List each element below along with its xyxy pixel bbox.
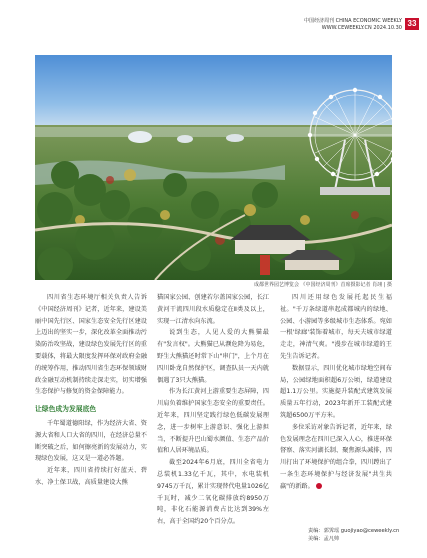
garden-expo-photo [35,55,392,280]
paragraph: 数据显示，四川优化城市绿地空间布局，公园绿地面积超6万公顷，绿道建设超1.1万公里。实施提升装配式建筑发展质量五年行动，2023年新开工装配式建筑超6500万平方米。 [280,364,392,419]
masthead-title: 中国经济周刊 CHINA ECONOMIC WEEKLY [304,18,402,24]
paragraph: 千年蜀道德阳绿，作为经济大省、资源大省和人口大省的四川，在经济总量不断突破之后，如何擦亮新的发展动力，实现绿色发展，这又是一道必答题。 [35,419,147,463]
paragraph: 近年来，四川省持续打好蓝天、碧水、净土保卫战，高质量建设大熊 [35,467,147,486]
article-column-1 [35,292,147,489]
designer-credit: 美编：孟凡帅 [308,536,340,542]
end-mark-icon [316,483,322,489]
paragraph: 说到生态，人见人爱的大熊猫最有"发言权"。大熊猫已从濒危降为易危，野生大熊猫还时常下山"串门"，上个月在四川卧龙自然保护区，调查队员一天内就偶遇了3只大熊猫。 [157,329,269,384]
page-number: 33 [405,18,419,30]
section-heading: 让绿色成为发展底色 [35,405,97,414]
editor-credit: 责编：郭霁瑶 guojiyao@ceweekly.cn [308,528,400,534]
photo-caption: 成都世界园艺博览会 《中国经济周刊》首席摄影记者 肖翊 | 摄 [253,282,392,288]
article-photo [35,55,392,280]
masthead-date: WWW.CEWEEKLY.CN 2024.10.30 [321,24,402,31]
paragraph: 截至2024年6月底，四川全省电力总装机1.33亿千瓦，其中，水电装机9745万千瓦，累计实现替代电量1026亿千瓦时，减少二氧化碳排放约8950万吨，非化石能源消费占比达到39%左右，高于全国约20个百分点。 [157,459,269,526]
article-column-2 [157,292,269,528]
paragraph: 猫国家公园、创建若尔盖国家公园，长江黄河干流四川段水质稳定在Ⅱ类及以上，实现一江清水向东流。 [157,294,269,325]
article-column-3 [280,292,392,493]
paragraph-text: 多位采访对象告诉记者，近年来，绿色发展理念在四川已深入人心，推进环保督察、落实河湖长制、聚焦源头减排，四川打出了环境保护的组合拳，四川蹚出了一条生态环境保护与经济发展"共生共赢"的新路。 [280,423,392,490]
credits [308,527,399,543]
paragraph: 四川省生态环境厅相关负责人告诉《中国经济周刊》记者，近年来，建设美丽中国先行区、国家生态安全先行区建设上迈出的坚实一步，深化改革全面推动污染防治攻坚战，建设绿色发展先行区的重要载体，将最大限度发挥环保对政府金融的统筹作用，推动四川省生态环保领域财政金融互动机制持续走深走实，切实增强生态保护与修复的资金保障能力。 [35,294,147,396]
paragraph: 作为长江黄河上游重要生态屏障，四川肩负着维护国家生态安全的重要责任。近年来，四川坚定践行绿色低碳发展理念，进一步树牢上游意识、强化上游担当，不断提升巴山蜀水颜值、生态产品价值和人居环境品质。 [157,388,269,455]
paragraph [280,422,392,493]
masthead [304,18,402,31]
paragraph: 四川还用绿色发展托起民生福祉。"千万条绿道串起成都城内的绿地、公园、小游园等多级城市生态体系。宛如一根'绿廊'装饰着城市，每天夫城市绿道走走，神清气爽。"漫步在城市绿道的王先生告诉记者。 [280,294,392,360]
